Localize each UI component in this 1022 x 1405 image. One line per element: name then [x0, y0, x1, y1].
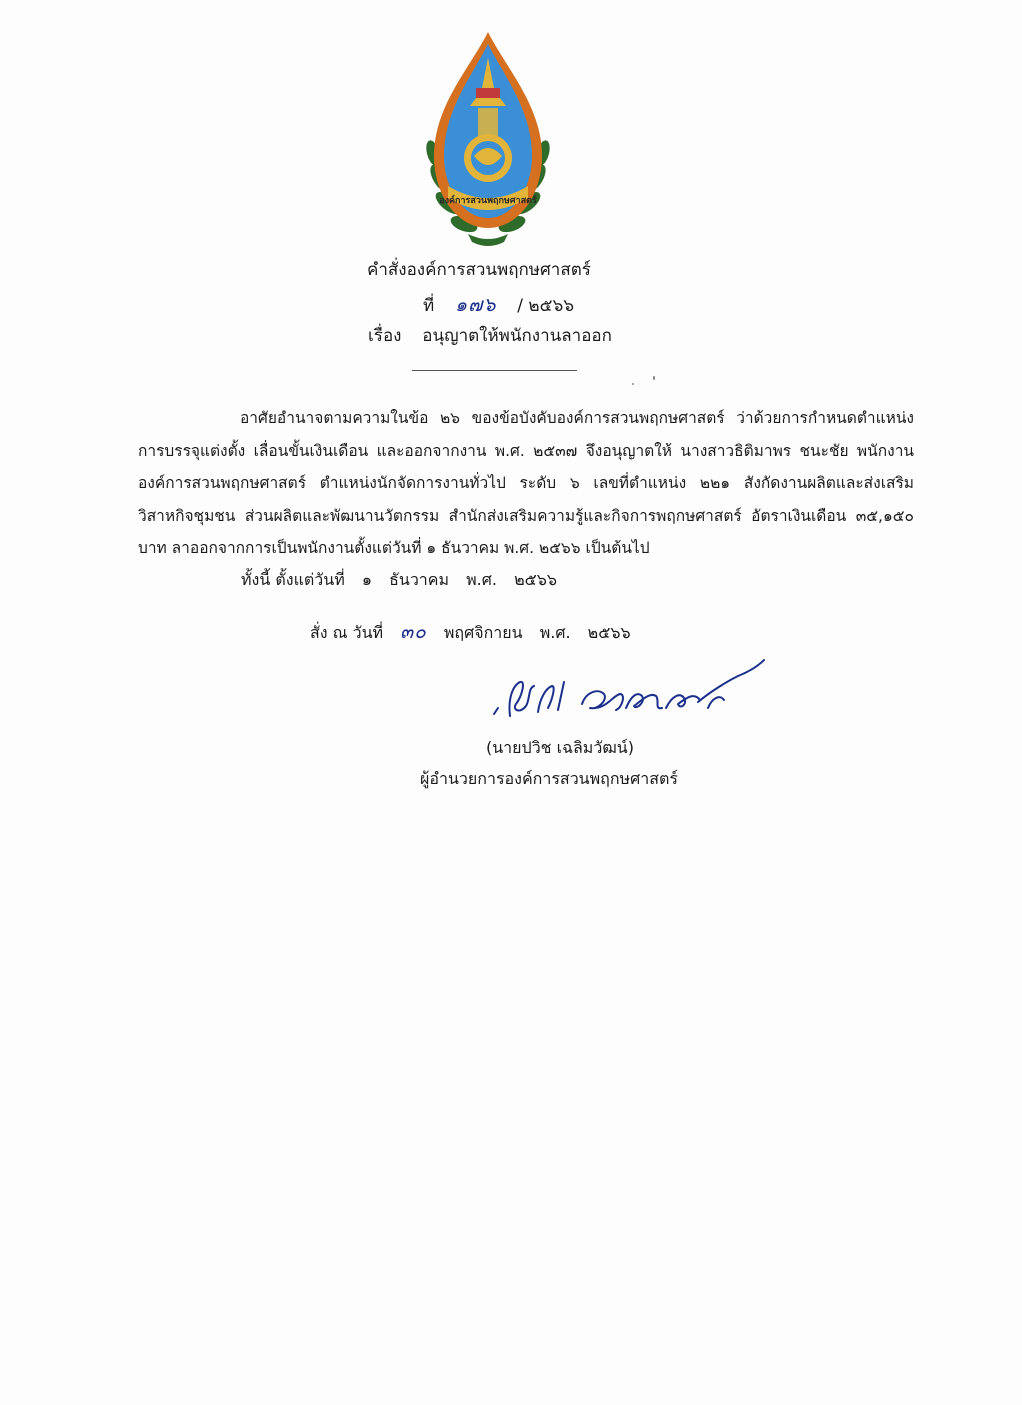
- order-number-year: / ๒๕๖๖: [517, 296, 575, 316]
- order-number-line: [423, 296, 574, 315]
- subject-text: อนุญาตให้พนักงานลาออก: [422, 326, 612, 346]
- order-date-year: ๒๕๖๖: [587, 623, 631, 642]
- effective-year: ๒๕๖๖: [514, 570, 558, 589]
- order-date-day-handwritten: ๓๐: [400, 621, 427, 643]
- order-date-era: พ.ศ.: [539, 623, 571, 642]
- emblem-caption: องค์การสวนพฤกษศาสตร์: [439, 196, 537, 206]
- scan-speck: [653, 376, 655, 380]
- organization-emblem-icon: [418, 28, 558, 253]
- scan-speck: [632, 383, 634, 385]
- order-number-handwritten: ๑๗๖: [455, 294, 497, 316]
- order-body-paragraph: อาศัยอำนาจตามความในข้อ ๒๖ ของข้อบังคับองค์การสวนพฤกษศาสตร์ ว่าด้วยการกำหนดตำแหน่ง การบรรจุแต่งตั้ง เลื่อนขั้นเงินเดือน และออกจากงาน พ.ศ. ๒๕๓๗ จึงอนุญาตให้ นางสาวธิติมาพร ชนะชัย พนักงานองค์การสวนพฤกษศาสตร์ ตำแหน่งนักจัดการงานทั่วไป ระดับ ๖ เลขที่ตำแหน่ง ๒๒๑ สังกัดงานผลิตและส่งเสริมวิสาหกิจชุมชน ส่วนผลิตและพัฒนานวัตกรรม สำนักส่งเสริมความรู้และกิจการพฤกษศาสตร์ อัตราเงินเดือน ๓๕,๑๕๐ บาท ลาออกจากการเป็นพนักงานตั้งแต่วันที่ ๑ ธันวาคม พ.ศ. ๒๕๖๖ เป็นต้นไป: [138, 409, 914, 558]
- handwritten-signature: [486, 652, 776, 742]
- order-date-line: [310, 617, 643, 647]
- header-divider: [412, 370, 577, 371]
- order-title: คำสั่งองค์การสวนพฤกษศาสตร์: [367, 260, 591, 280]
- signer-name: (นายปวิช เฉลิมวัฒน์): [486, 738, 634, 757]
- subject-prefix: เรื่อง: [368, 326, 402, 346]
- subject-line: [368, 328, 612, 345]
- signer-position: ผู้อำนวยการองค์การสวนพฤกษศาสตร์: [420, 769, 678, 788]
- order-date-month: พฤศจิกายน: [443, 623, 523, 642]
- order-number-prefix: ที่: [423, 296, 435, 316]
- order-date-prefix: สั่ง ณ วันที่: [310, 623, 384, 642]
- effective-month: ธันวาคม: [389, 570, 450, 589]
- effective-era: พ.ศ.: [466, 570, 497, 589]
- effective-prefix: ทั้งนี้ ตั้งแต่วันที่: [241, 570, 345, 589]
- effective-date-line: [241, 568, 569, 593]
- effective-day: ๑: [361, 570, 373, 589]
